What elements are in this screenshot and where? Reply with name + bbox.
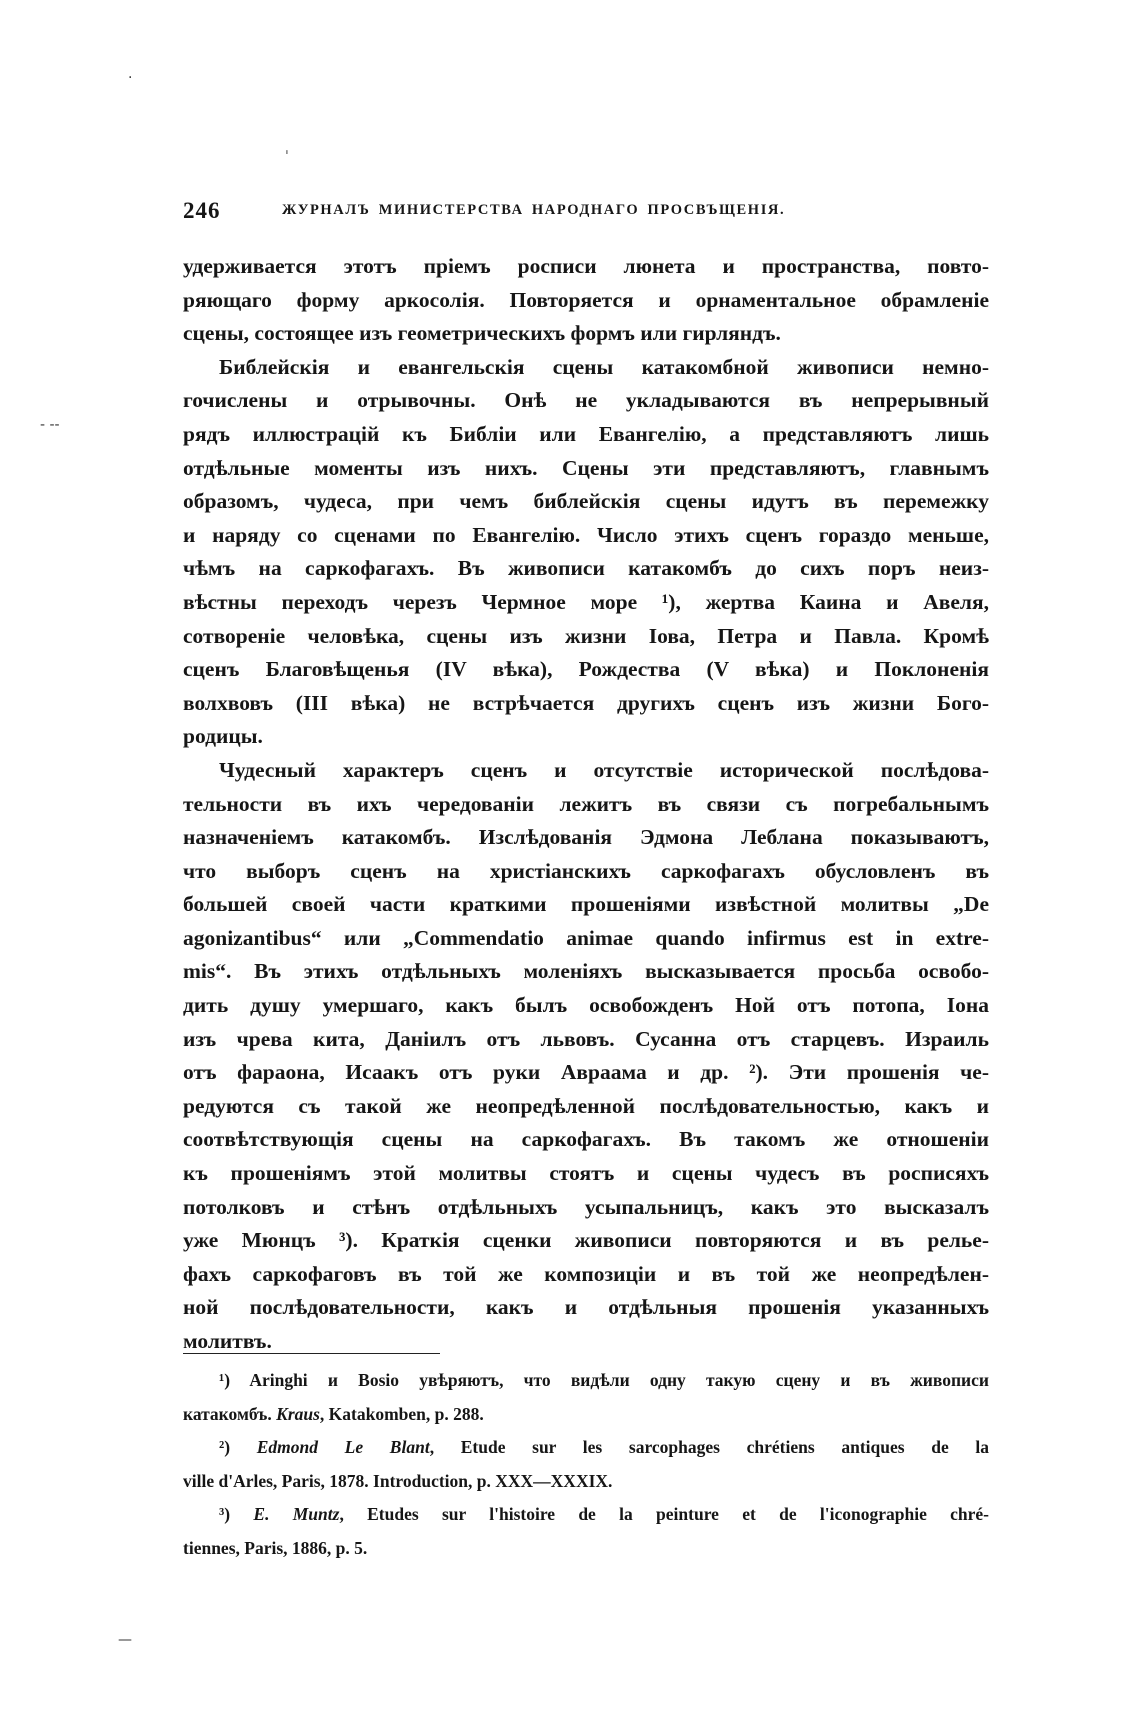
text-line: уже Мюнцъ ³). Краткія сценки живописи повторяются и въ релье- <box>183 1228 989 1253</box>
footnote-divider <box>183 1353 440 1354</box>
text-line: дить душу умершаго, какъ былъ освобожденъ Ной отъ потопа, Іона <box>183 993 989 1018</box>
text-line: agonizantibus“ или „Commendatio animae quando infirmus est in extre- <box>183 925 989 950</box>
footnote-3-line-2: tiennes, Paris, 1886, p. 5. <box>183 1537 368 1558</box>
text-line: гочислены и отрывочны. Онѣ не укладываются въ непрерывный <box>183 388 989 413</box>
body-text <box>183 250 989 1359</box>
text-line: фахъ саркофаговъ въ той же композиціи и въ той же неопредѣлен- <box>183 1261 989 1286</box>
footnote-3-line-1: ³) E. Muntz, Etudes sur l'histoire de la peinture et de l'iconographie chré- <box>219 1504 990 1525</box>
footnote-2-line-2: ville d'Arles, Paris, 1878. Introduction, p. XXX—XXXIX. <box>183 1470 613 1491</box>
text-line: отъ фараона, Исаакъ отъ руки Авраама и др. ²). Эти прошенія че- <box>183 1060 989 1085</box>
scan-speck: - -- <box>40 417 60 433</box>
text-line: большей своей части краткими прошеніями извѣстной молитвы „De <box>183 892 989 917</box>
scan-speck: ˌ <box>285 140 289 156</box>
text-line: изъ чрева кита, Даніилъ отъ львовъ. Сусанна отъ старцевъ. Израиль <box>183 1026 989 1051</box>
footnotes <box>183 1365 989 1567</box>
running-title: ЖУРНАЛЪ МИНИСТЕРСТВА НАРОДНАГО ПРОСВЪЩЕНІЯ. <box>282 202 786 218</box>
text-line: сценъ Благовѣщенья (IV вѣка), Рождества (V вѣка) и Поклоненія <box>183 657 989 682</box>
text-line: вѣстны переходъ черезъ Чермное море ¹), жертва Каина и Авеля, <box>183 589 989 614</box>
scan-speck: · <box>128 70 133 86</box>
page-number: 246 <box>183 198 221 223</box>
text-line: къ прошеніямъ этой молитвы стоятъ и сцены чудесъ въ росписяхъ <box>183 1161 989 1186</box>
text-line: сцены, состоящее изъ геометрическихъ формъ или гирляндъ. <box>183 321 781 346</box>
running-header <box>183 198 989 232</box>
text-line: Библейскія и евангельскія сцены катакомбной живописи немно- <box>219 354 989 379</box>
text-line: потолковъ и стѣнъ отдѣльныхъ усыпальницъ, какъ это высказалъ <box>183 1194 989 1219</box>
text-line: сотвореніе человѣка, сцены изъ жизни Іова, Петра и Павла. Кромѣ <box>183 623 989 648</box>
text-line: что выборъ сценъ на христіанскихъ саркофагахъ обусловленъ въ <box>183 858 989 883</box>
text-line: удерживается этотъ пріемъ росписи люнета и пространства, повто- <box>183 254 989 278</box>
text-line: образомъ, чудеса, при чемъ библейскія сцены идутъ въ перемежку <box>183 489 989 514</box>
text-line: ряющаго форму аркосолія. Повторяется и орнаментальное обрамленіе <box>183 287 989 312</box>
text-line: отдѣльные моменты изъ нихъ. Сцены эти представляютъ, главнымъ <box>183 455 989 480</box>
text-line: редуются съ такой же неопредѣленной послѣдовательностью, какъ и <box>183 1093 989 1118</box>
text-line: чѣмъ на саркофагахъ. Въ живописи катакомбъ до сихъ поръ неиз- <box>183 556 989 581</box>
text-line: молитвъ. <box>183 1329 272 1353</box>
text-line: тельности въ ихъ чередованіи лежитъ въ связи съ погребальнымъ <box>183 791 989 816</box>
text-line: ной послѣдовательности, какъ и отдѣльныя прошенія указанныхъ <box>183 1295 989 1320</box>
text-line: волхвовъ (III вѣка) не встрѣчается другихъ сценъ изъ жизни Бого- <box>183 690 989 715</box>
text-line: родицы. <box>183 724 263 749</box>
text-line: и наряду со сценами по Евангелію. Число этихъ сценъ гораздо меньше, <box>183 522 989 547</box>
footnote-2-line-1: ²) Edmond Le Blant, Etude sur les sarcophages chrétiens antiques de la <box>219 1437 989 1458</box>
footnote-1-line-2: катакомбъ. Kraus, Katakomben, p. 288. <box>183 1403 484 1424</box>
text-line: назначеніемъ катакомбъ. Изслѣдованія Эдмона Леблана показываютъ, <box>183 825 989 850</box>
text-line: Чудесный характеръ сценъ и отсутствіе исторической послѣдова- <box>219 757 989 782</box>
text-line: рядъ иллюстрацій къ Библіи или Евангелію, а представляютъ лишь <box>183 421 989 446</box>
text-line: mis“. Въ этихъ отдѣльныхъ моленіяхъ высказывается просьба освобо- <box>183 959 989 984</box>
text-line: соотвѣтствующія сцены на саркофагахъ. Въ такомъ же отношеніи <box>183 1127 989 1152</box>
scan-speck: — <box>118 1632 132 1648</box>
footnote-1-line-1: ¹) Aringhi и Bosio увѣряютъ, что видѣли одну такую сцену и въ живописи <box>219 1370 989 1390</box>
